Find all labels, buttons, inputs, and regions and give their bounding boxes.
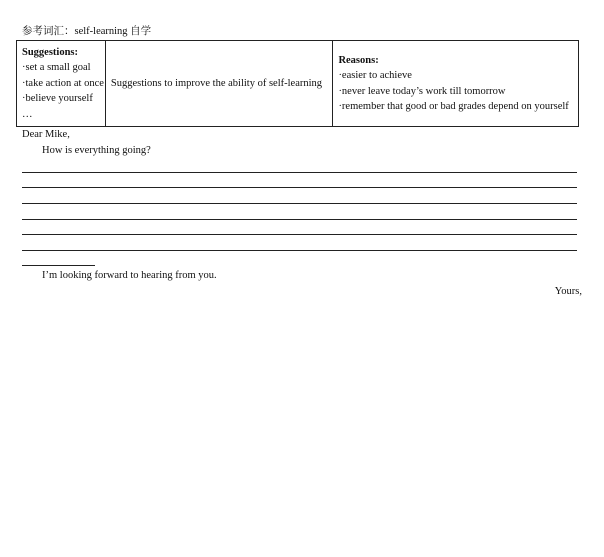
writing-line <box>22 187 577 188</box>
writing-line-short <box>22 265 95 266</box>
reference-label: 参考词汇： <box>22 26 75 37</box>
reason-item: ·never leave today’s work till tomorrow <box>338 85 506 97</box>
reason-item: ·easier to achieve <box>338 70 412 81</box>
writing-line <box>22 250 577 251</box>
suggestion-item: ·believe yourself <box>22 93 93 105</box>
reference-vocabulary <box>22 26 151 39</box>
reasons-cell <box>333 41 579 127</box>
letter-greeting: Dear Mike, <box>22 129 70 140</box>
writing-line <box>22 234 577 235</box>
letter-opening: How is everything going? <box>42 145 151 156</box>
topic-text: Suggestions to improve the ability of self-learning <box>110 77 323 89</box>
writing-line <box>22 219 577 220</box>
writing-line <box>22 203 577 204</box>
reason-item: ·remember that good or bad grades depend on yourself <box>338 101 569 112</box>
reference-term: self-learning 自学 <box>74 26 152 37</box>
suggestion-item: ·take action at once <box>22 77 104 89</box>
suggestions-cell <box>17 41 106 127</box>
writing-line <box>22 172 577 173</box>
suggestion-item: … <box>22 108 33 120</box>
writing-prompt-table <box>16 40 579 127</box>
letter-closing: I’m looking forward to hearing from you. <box>42 270 217 281</box>
letter-signoff: Yours, <box>554 286 582 297</box>
suggestions-heading: Suggestions: <box>22 46 79 58</box>
suggestion-item: ·set a small goal <box>22 62 91 74</box>
topic-cell <box>105 41 333 127</box>
reasons-heading: Reasons: <box>338 54 379 66</box>
